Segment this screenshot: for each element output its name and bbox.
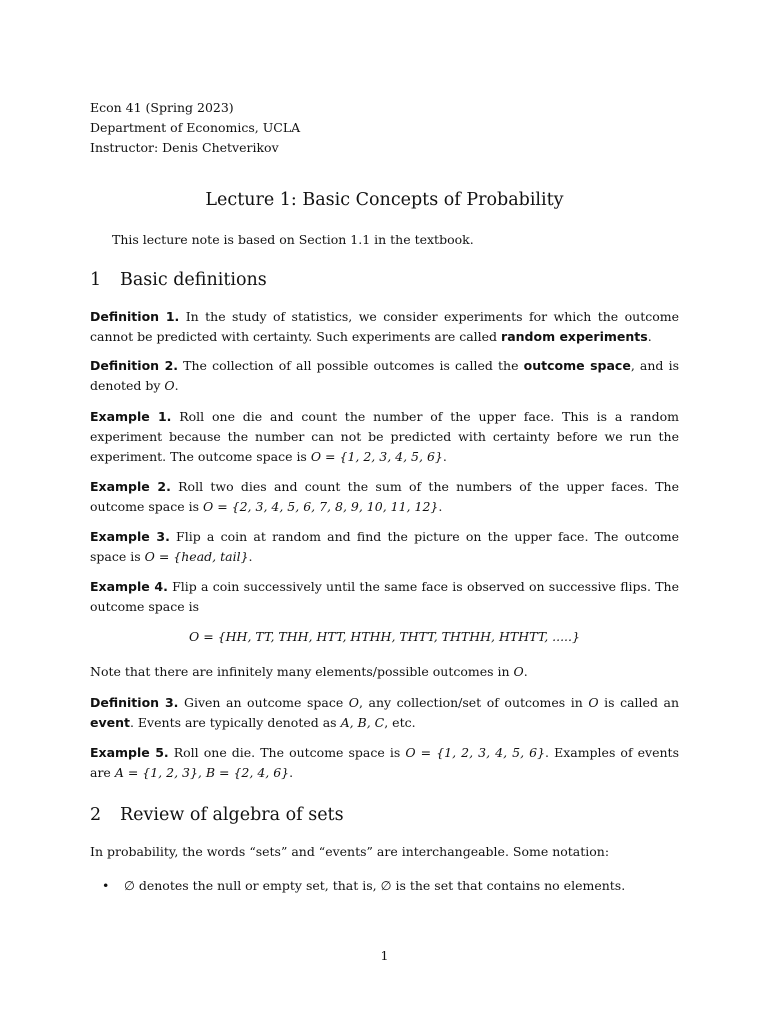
section-heading-1 xyxy=(90,270,267,290)
definition-text: The collection of all possible outcomes is called the xyxy=(178,358,524,373)
section-number: 2 xyxy=(90,805,102,825)
punctuation: . xyxy=(647,329,652,344)
section-title: Basic definitions xyxy=(120,270,267,290)
definition-text: In the study of statistics, we consider experiments for which the outcome cannot be predicted with certainty. Such experiments are called xyxy=(90,309,679,344)
document-page xyxy=(90,0,679,1024)
keyword: random experiments xyxy=(501,329,648,344)
math-symbol: O xyxy=(348,695,360,710)
math-symbol: O xyxy=(513,664,524,679)
definition-label: Definition 1. xyxy=(90,309,180,324)
bullet-icon: • xyxy=(102,878,110,893)
definition-text: is called an xyxy=(598,695,679,710)
instructor: Instructor: Denis Chetverikov xyxy=(90,140,279,155)
example-label: Example 5. xyxy=(90,745,169,760)
math-expression: A, B, C xyxy=(340,715,385,730)
definition-text: Given an outcome space xyxy=(178,695,349,710)
example-text: Flip a coin at random and find the picture on the upper face. The outcome space is xyxy=(90,529,680,564)
punctuation: . xyxy=(289,765,294,780)
punctuation: . xyxy=(248,549,253,564)
intro-text: This lecture note is based on Section 1.1 in the textbook. xyxy=(112,232,474,247)
example-text: . Examples of events are xyxy=(90,745,679,780)
department: Department of Economics, UCLA xyxy=(90,120,301,135)
course-name: Econ 41 (Spring 2023) xyxy=(90,100,234,115)
definition-2 xyxy=(90,356,679,396)
section-number: 1 xyxy=(90,270,102,290)
example-text: Flip a coin successively until the same face is observed on successive flips. The outcome space is xyxy=(90,579,679,614)
course-header xyxy=(90,98,300,158)
note-text: Note that there are infinitely many elements/possible outcomes in xyxy=(90,664,514,679)
section-title: Review of algebra of sets xyxy=(120,805,344,825)
definition-text: , and is denoted by xyxy=(90,358,679,393)
punctuation: . xyxy=(442,449,447,464)
example-2 xyxy=(90,477,679,517)
definition-label: Definition 2. xyxy=(90,358,179,373)
definition-text: , any collection/set of outcomes in xyxy=(359,695,589,710)
keyword: outcome space xyxy=(523,358,631,373)
example-text: Roll one die. The outcome space is xyxy=(168,745,406,760)
punctuation: . xyxy=(174,378,179,393)
keyword: event xyxy=(90,715,130,730)
bullet-text: ∅ denotes the null or empty set, that is, ∅ is the set that contains no elements. xyxy=(124,878,626,893)
bullet-item xyxy=(102,876,625,896)
definition-text: . Events are typically denoted as xyxy=(129,715,341,730)
section-heading-2 xyxy=(90,805,344,825)
math-expression: O = {2, 3, 4, 5, 6, 7, 8, 9, 10, 11, 12} xyxy=(202,499,439,514)
example-label: Example 3. xyxy=(90,529,170,544)
math-expression: O = {1, 2, 3, 4, 5, 6} xyxy=(310,449,443,464)
definition-label: Definition 3. xyxy=(90,695,179,710)
math-symbol: O xyxy=(164,378,175,393)
math-expression: A = {1, 2, 3}, B = {2, 4, 6} xyxy=(114,765,290,780)
punctuation: . xyxy=(438,499,443,514)
example-label: Example 1. xyxy=(90,409,172,424)
lecture-title: Lecture 1: Basic Concepts of Probability xyxy=(205,190,564,210)
example-label: Example 4. xyxy=(90,579,168,594)
example-5 xyxy=(90,743,679,783)
punctuation: , etc. xyxy=(384,715,416,730)
math-expression: O = {1, 2, 3, 4, 5, 6} xyxy=(405,745,546,760)
page-number: 1 xyxy=(380,948,389,963)
sets-intro: In probability, the words “sets” and “events” are interchangeable. Some notation: xyxy=(90,844,610,859)
example-text: Roll two dies and count the sum of the numbers of the upper faces. The outcome space is xyxy=(90,479,679,514)
note-paragraph xyxy=(90,662,679,682)
math-expression: O = {head, tail} xyxy=(144,549,249,564)
math-symbol: O xyxy=(588,695,599,710)
definition-1 xyxy=(90,307,679,347)
example-label: Example 2. xyxy=(90,479,171,494)
display-equation: O = {HH, TT, THH, HTT, HTHH, THTT, THTHH, HTHTT, .....} xyxy=(189,629,580,644)
example-3 xyxy=(90,527,679,567)
example-1 xyxy=(90,407,679,467)
definition-3 xyxy=(90,693,679,733)
punctuation: . xyxy=(523,664,528,679)
example-4 xyxy=(90,577,679,617)
example-text: Roll one die and count the number of the upper face. This is a random experiment because the number can not be predicted with certainty before we run the experiment. The outcome space is xyxy=(90,409,679,464)
